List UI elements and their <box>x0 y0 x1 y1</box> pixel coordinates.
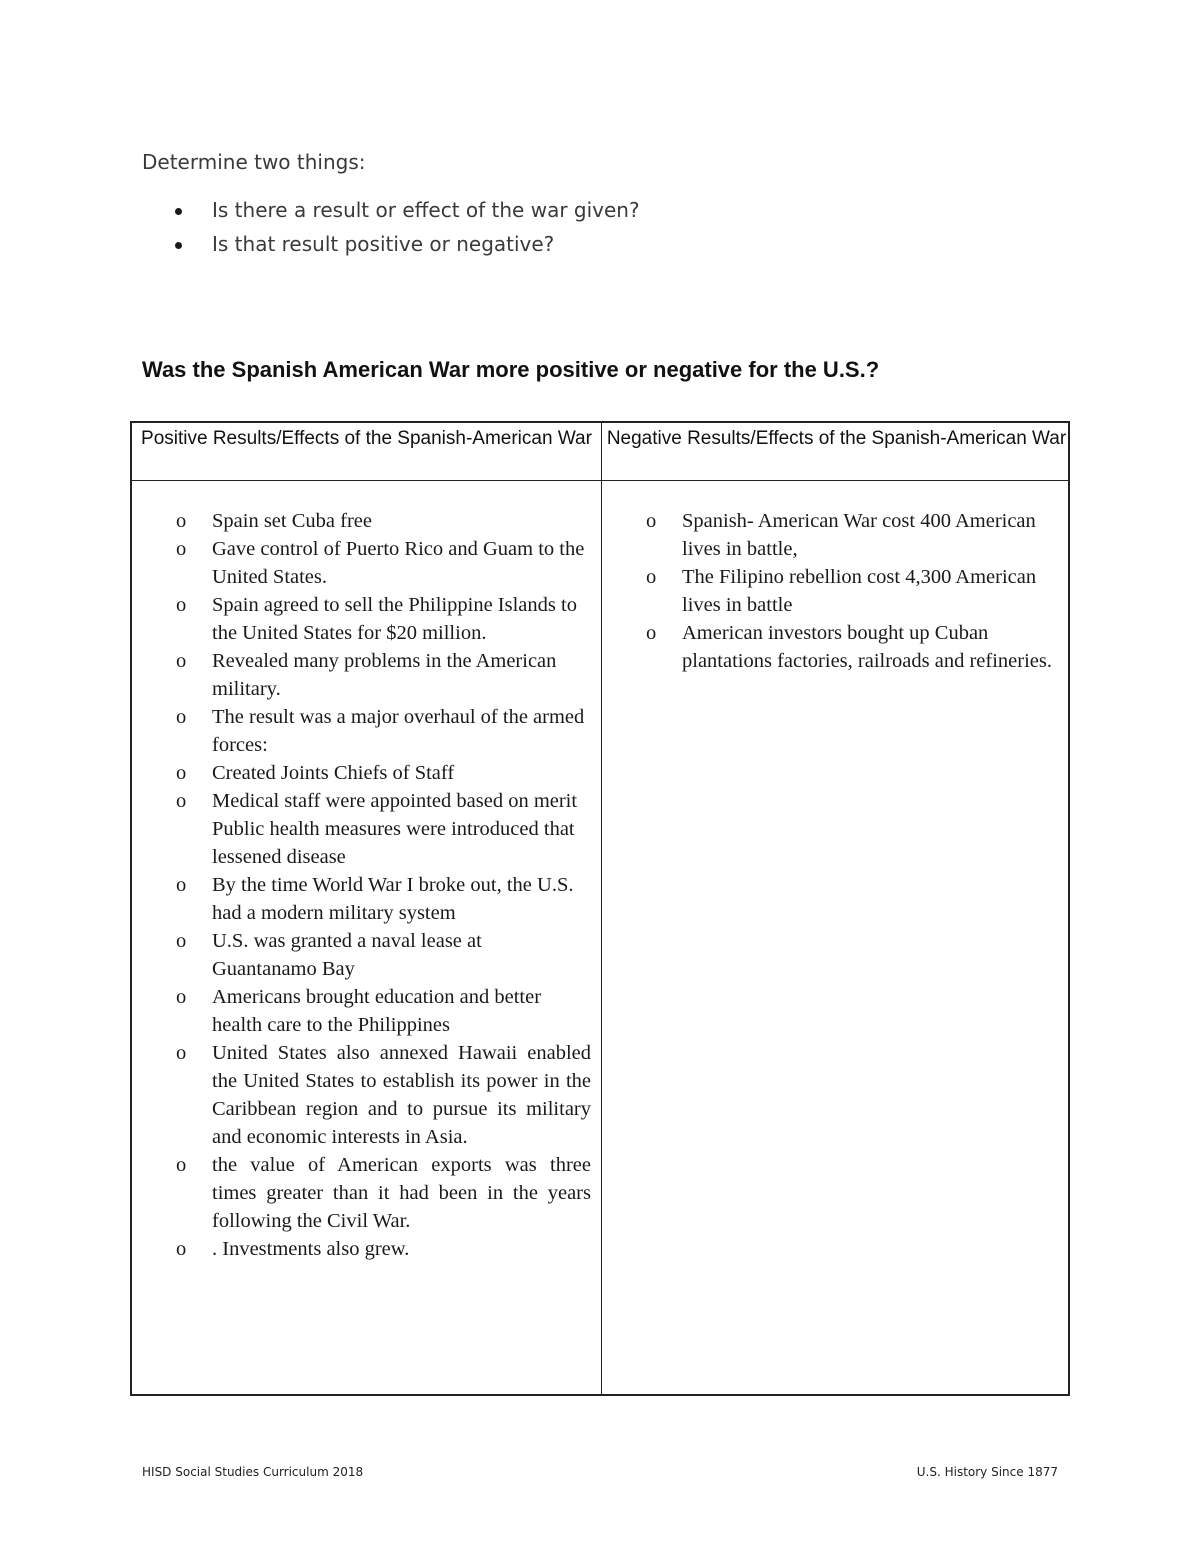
positive-item: o the value of American exports was three times greater than it had been in the years following the Civil War. <box>176 1151 591 1235</box>
circle-bullet-icon: o <box>176 706 187 728</box>
column-divider <box>601 423 602 1394</box>
positive-item: o The result was a major overhaul of the armed forces: <box>176 703 591 759</box>
circle-bullet-icon: o <box>176 1238 187 1260</box>
instructions-item: Is there a result or effect of the war given? <box>142 193 640 227</box>
positive-item: o By the time World War I broke out, the U.S. had a modern military system <box>176 871 591 927</box>
circle-bullet-icon: o <box>176 1042 187 1064</box>
circle-bullet-icon: o <box>176 930 187 952</box>
positive-item: o Spain set Cuba free <box>176 507 591 535</box>
circle-bullet-icon: o <box>646 622 657 644</box>
positive-item: o Americans brought education and better health care to the Philippines <box>176 983 591 1039</box>
question-heading: Was the Spanish American War more positive or negative for the U.S.? <box>142 357 880 382</box>
positive-item: o Gave control of Puerto Rico and Guam to the United States. <box>176 535 591 591</box>
instructions-item: Is that result positive or negative? <box>142 227 640 261</box>
negative-list <box>646 507 1056 675</box>
circle-bullet-icon: o <box>176 874 187 896</box>
circle-bullet-icon: o <box>176 650 187 672</box>
positive-item: o Medical staff were appointed based on merit Public health measures were introduced that lessened disease <box>176 787 591 871</box>
footer-curriculum: HISD Social Studies Curriculum 2018 <box>142 1465 364 1479</box>
circle-bullet-icon: o <box>176 510 187 532</box>
positive-item: o U.S. was granted a naval lease at Guantanamo Bay <box>176 927 591 983</box>
positive-item: o . Investments also grew. <box>176 1235 591 1263</box>
positive-list <box>176 507 591 1263</box>
instructions-list <box>142 193 640 261</box>
circle-bullet-icon: o <box>646 566 657 588</box>
negative-item: o The Filipino rebellion cost 4,300 American lives in battle <box>646 563 1056 619</box>
negative-header: Negative Results/Effects of the Spanish-American War <box>606 428 1067 449</box>
positive-header: Positive Results/Effects of the Spanish-American War <box>141 428 592 449</box>
positive-item: o Spain agreed to sell the Philippine Islands to the United States for $20 million. <box>176 591 591 647</box>
circle-bullet-icon: o <box>176 790 187 812</box>
circle-bullet-icon: o <box>176 986 187 1008</box>
negative-item: o American investors bought up Cuban plantations factories, railroads and refineries. <box>646 619 1056 675</box>
results-table <box>130 421 1070 1396</box>
positive-item: o Revealed many problems in the American military. <box>176 647 591 703</box>
circle-bullet-icon: o <box>176 762 187 784</box>
circle-bullet-icon: o <box>176 1154 187 1176</box>
footer-course: U.S. History Since 1877 <box>916 1465 1058 1479</box>
instructions <box>142 150 640 261</box>
circle-bullet-icon: o <box>176 594 187 616</box>
positive-item: o United States also annexed Hawaii enabled the United States to establish its power in the Caribbean region and to pursue its military and economic interests in Asia. <box>176 1039 591 1151</box>
bullet-icon <box>175 208 182 215</box>
header-divider <box>132 480 1068 481</box>
negative-item: o Spanish- American War cost 400 American lives in battle, <box>646 507 1056 563</box>
instructions-lead: Determine two things: <box>142 150 366 174</box>
circle-bullet-icon: o <box>176 538 187 560</box>
bullet-icon <box>175 242 182 249</box>
circle-bullet-icon: o <box>646 510 657 532</box>
positive-item: o Created Joints Chiefs of Staff <box>176 759 591 787</box>
